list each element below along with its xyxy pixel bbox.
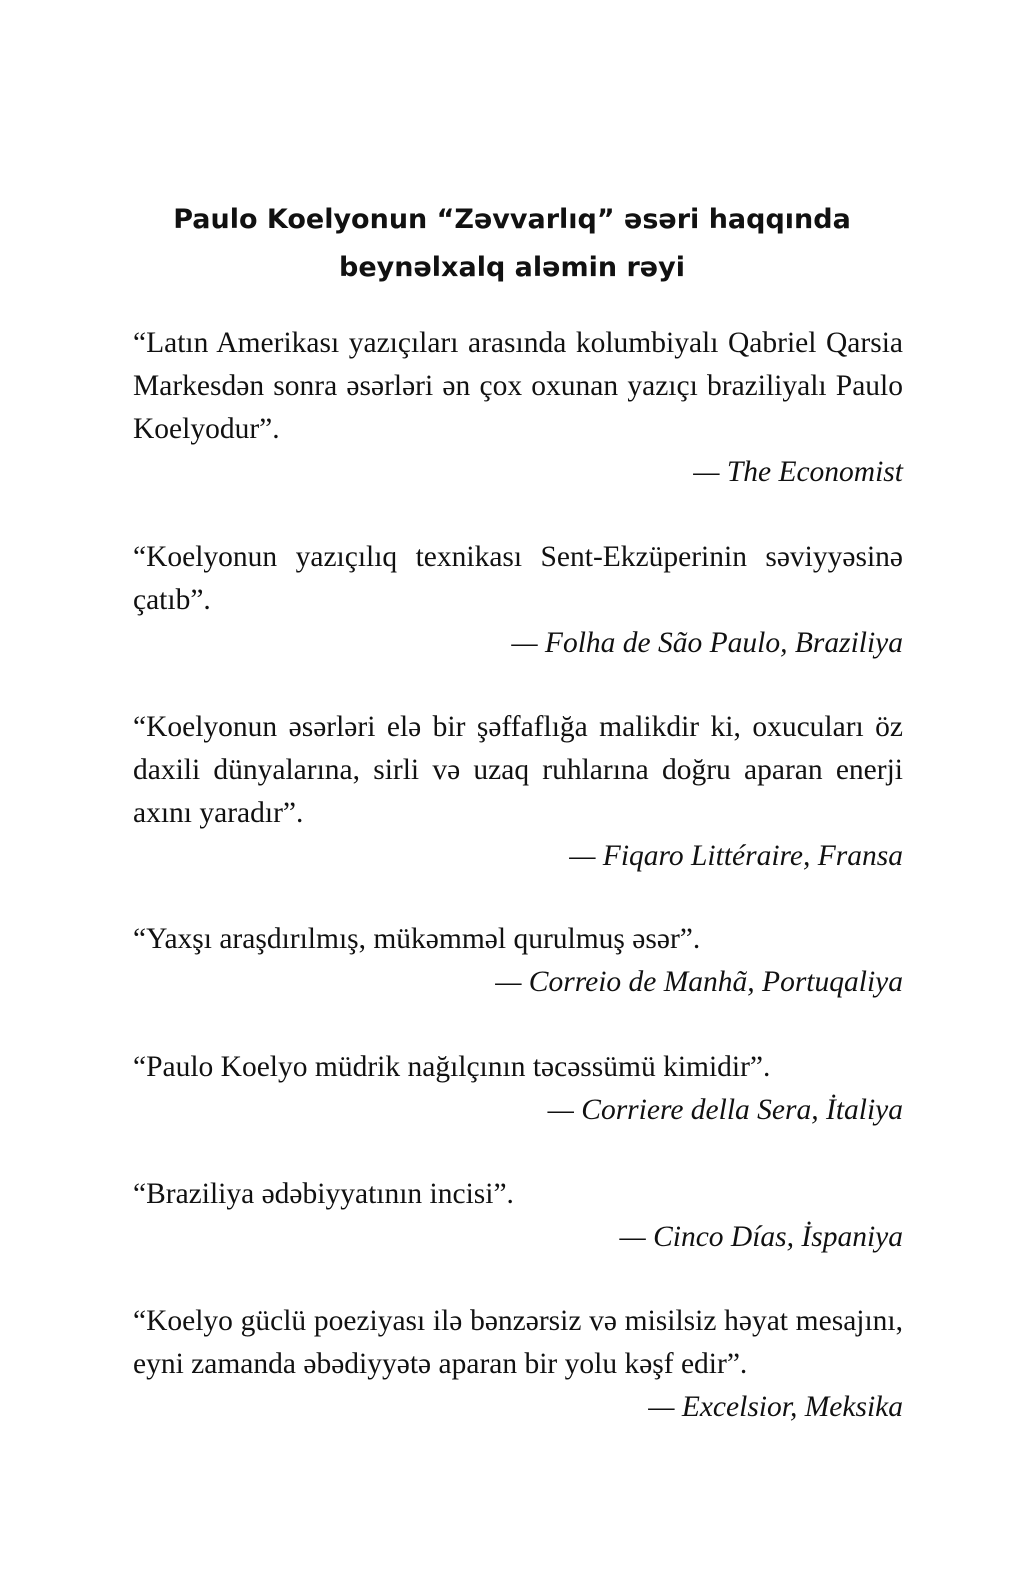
review-corriere (133, 1046, 903, 1132)
review-excelsior (133, 1300, 903, 1429)
review-source: — Folha de São Paulo, Braziliya (511, 627, 903, 659)
review-source: — Cinco Días, İspaniya (619, 1221, 903, 1253)
review-quote: “Braziliya ədəbiyyatının incisi”. (133, 1178, 514, 1210)
page-title (0, 196, 1024, 292)
review-quote: “Koelyo güclü poeziyası ilə bənzərsiz və misilsiz həyat mesajını, eyni zamanda əbədiyyətə aparan bir yolu kəşf edir”. (133, 1305, 903, 1380)
review-figaro (133, 706, 903, 878)
page-title-line-1: Paulo Koelyonun “Zəvvarlıq” əsəri haqqında (173, 204, 851, 235)
review-source: — Fiqaro Littéraire, Fransa (569, 840, 903, 872)
review-source: — Correio de Manhã, Portuqaliya (495, 966, 903, 998)
review-quote: “Latın Amerikası yazıçıları arasında kolumbiyalı Qabriel Qarsia Markesdən sonra əsərləri ən çox oxunan yazıçı braziliyalı Paulo Koelyodur”. (133, 327, 903, 445)
review-correio (133, 918, 903, 1004)
review-quote: “Paulo Koelyo müdrik nağılçının təcəssümü kimidir”. (133, 1051, 771, 1083)
review-source: — The Economist (693, 456, 903, 488)
review-quote: “Koelyonun yazıçılıq texnikası Sent-Ekzüperinin səviyyəsinə çatıb”. (133, 541, 903, 616)
review-economist (133, 322, 903, 494)
review-source: — Excelsior, Meksika (648, 1391, 903, 1423)
review-cinco-dias (133, 1173, 903, 1259)
review-folha (133, 536, 903, 665)
review-source: — Corriere della Sera, İtaliya (547, 1094, 903, 1126)
review-quote: “Yaxşı araşdırılmış, mükəmməl qurulmuş əsər”. (133, 923, 701, 955)
page-title-line-2: beynəlxalq aləmin rəyi (339, 252, 685, 283)
review-quote: “Koelyonun əsərləri elə bir şəffaflığa malikdir ki, oxucuları öz daxili dünyalarına, sirli və uzaq ruhlarına doğru aparan enerji axını yaradır”. (133, 711, 903, 829)
